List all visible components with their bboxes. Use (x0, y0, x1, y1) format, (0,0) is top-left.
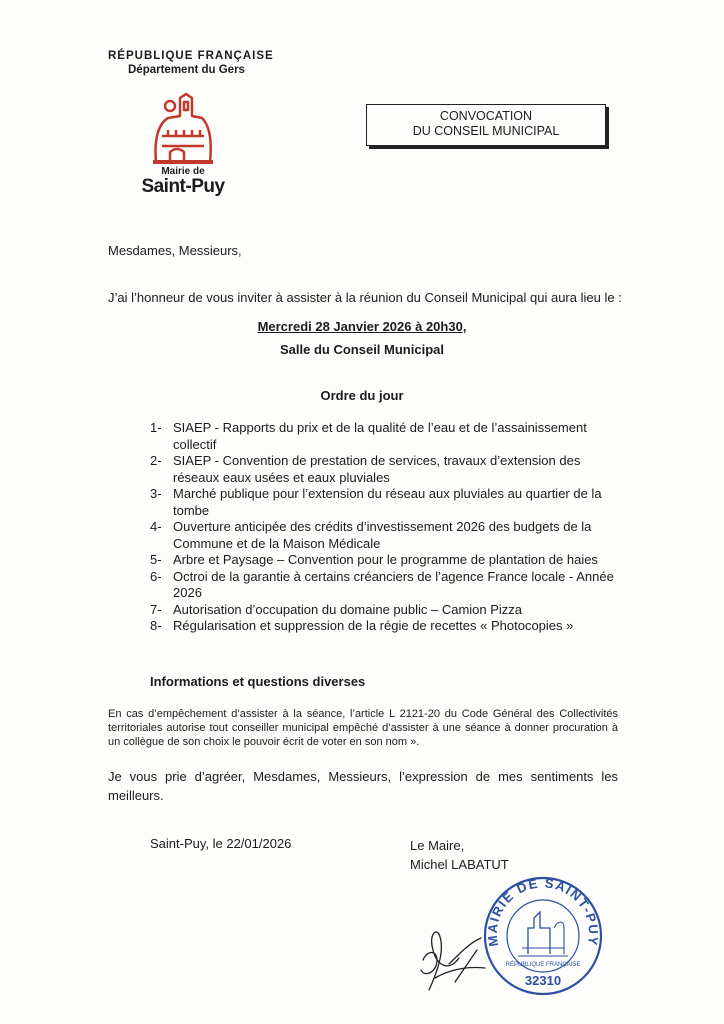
departement-heading: Département du Gers (128, 64, 245, 76)
agenda-item-text: Régularisation et suppression de la régie de recettes « Photocopies » (173, 618, 574, 633)
agenda-item-number: 4- (150, 519, 162, 534)
agenda-item-text: Marché publique pour l’extension du réseau aux pluviales au quartier de la tombe (173, 486, 602, 518)
logo-mairie-de: Mairie de (161, 166, 205, 177)
agenda-item-number: 7- (150, 601, 162, 617)
signatory-role: Le Maire, (410, 838, 465, 853)
republique-heading: RÉPUBLIQUE FRANÇAISE (108, 50, 274, 62)
stamp-inner-text: RÉPUBLIQUE FRANÇAISE (505, 962, 581, 968)
castle-logo-icon (150, 90, 216, 166)
place-date: Saint-Puy, le 22/01/2026 (150, 836, 292, 851)
agenda-item-text: Octroi de la garantie à certains créanciers de l’agence France locale - Année 2026 (173, 568, 614, 600)
agenda-item-text: SIAEP - Rapports du prix et de la qualité de l’eau et de l’assainissement collectif (173, 420, 587, 452)
signatory-name: Michel LABATUT (410, 857, 509, 872)
intro-paragraph: J’ai l’honneur de vous inviter à assister à la réunion du Conseil Municipal qui aura lieu le : (108, 290, 622, 305)
agenda-item (150, 420, 620, 453)
title-line-1: CONVOCATION (439, 109, 533, 123)
agenda-item-text: Ouverture anticipée des crédits d’investissement 2026 des budgets de la Commune et de la Maison Médicale (173, 519, 592, 551)
agenda-item (150, 618, 620, 635)
meeting-place: Salle du Conseil Municipal (280, 342, 444, 357)
agenda-item-number: 2- (150, 453, 162, 468)
title-line-2: DU CONSEIL MUNICIPAL (412, 124, 560, 138)
agenda-item-number: 6- (150, 568, 162, 584)
agenda-item (150, 519, 620, 552)
stamp-code: 32310 (524, 973, 562, 988)
agenda-item-number: 5- (150, 552, 162, 567)
convocation-title-box (366, 104, 606, 146)
closing-formula: Je vous prie d’agréer, Mesdames, Messieurs, l’expression de mes sentiments les meilleurs. (108, 769, 618, 803)
proxy-notice: En cas d’empêchement d’assister à la séance, l’article L 2121-20 du Code Général des Collectivités territoriales autorise tout conseiller municipal empêché d’assister à une séance à donner procuration à un collègue de son choix le pouvoir écrit de voter en son nom ». (108, 708, 618, 748)
meeting-date: Mercredi 28 Janvier 2026 à 20h30, (257, 319, 467, 334)
agenda-title: Ordre du jour (320, 388, 404, 403)
agenda-item-number: 8- (150, 618, 162, 633)
agenda-item-number: 1- (150, 420, 162, 435)
svg-text:MAIRIE DE SAINT-PUY: MAIRIE DE SAINT-PUY (484, 875, 602, 948)
agenda-item (150, 486, 620, 519)
agenda-item (150, 453, 620, 486)
agenda-item-number: 3- (150, 486, 162, 501)
agenda-list (150, 420, 620, 635)
agenda-item-text: Arbre et Paysage – Convention pour le programme de plantation de haies (173, 552, 598, 567)
agenda-item-text: SIAEP - Convention de prestation de services, travaux d’extension des réseaux eaux usées et eaux pluviales (173, 453, 581, 485)
info-title: Informations et questions diverses (150, 674, 366, 689)
logo-town-name: Saint-Puy (141, 176, 225, 197)
greeting: Mesdames, Messieurs, (108, 243, 242, 258)
agenda-item-text: Autorisation d’occupation du domaine public – Camion Pizza (173, 601, 523, 617)
mairie-stamp-icon (478, 868, 608, 998)
agenda-item (150, 552, 620, 569)
agenda-item (150, 602, 620, 619)
agenda-item (150, 569, 620, 602)
